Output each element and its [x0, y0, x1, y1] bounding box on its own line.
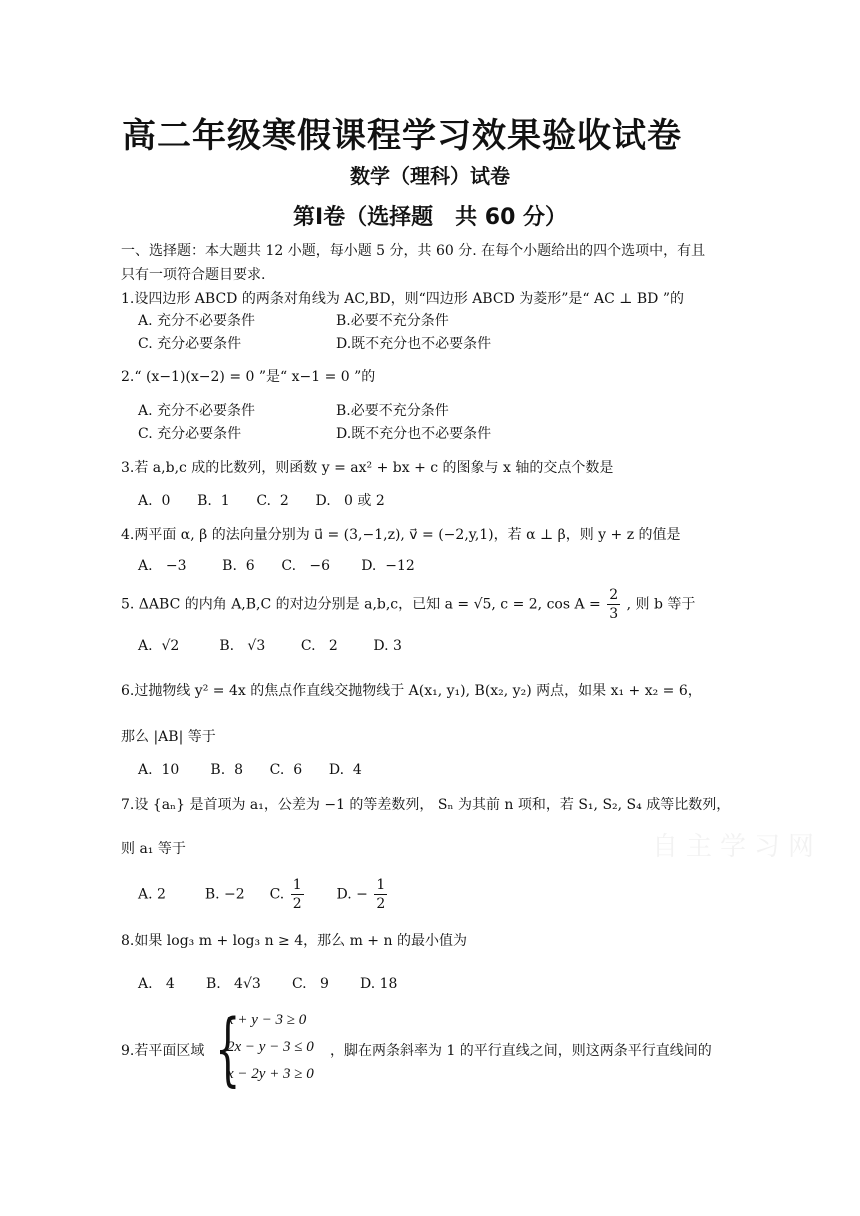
question-7-options [138, 876, 389, 913]
question-2-option-b: B.必要不充分条件 [336, 403, 449, 419]
question-8-stem: 8.如果 log₃ m + log₃ n ≥ 4，那么 m + n 的最小值为 [121, 933, 467, 949]
question-2-option-d: D.既不充分也不必要条件 [336, 426, 492, 442]
left-brace-icon: { [215, 1002, 241, 1095]
fraction-numerator: 2 [609, 587, 619, 603]
inequality-3: x − 2y + 3 ≥ 0 [227, 1066, 314, 1082]
question-9-stem-start: 9.若平面区域 [121, 1043, 205, 1059]
question-8-options: A. 4 B. 4√3 C. 9 D. 18 [138, 976, 398, 992]
exam-title: 高二年级寒假课程学习效果验收试卷 [122, 116, 682, 156]
question-6-options: A. 10 B. 8 C. 6 D. 4 [138, 762, 362, 778]
fraction-numerator: 1 [376, 877, 386, 893]
question-5-stem-text: 5. ΔABC 的内角 A,B,C 的对边分别是 a,b,c，已知 a = √5, c = 2, cos A = [121, 596, 601, 613]
inequality-2: 2x − y − 3 ≤ 0 [227, 1039, 314, 1055]
question-7-option-a: A. 2 [138, 886, 166, 903]
inequality-1: x + y − 3 ≥ 0 [227, 1012, 307, 1028]
question-1-option-a: A. 充分不必要条件 [138, 313, 256, 329]
question-7-option-d-fraction [374, 876, 387, 913]
question-5-options: A. √2 B. √3 C. 2 D. 3 [138, 638, 402, 654]
question-6-stem-2: 那么 |AB| 等于 [121, 729, 216, 745]
question-1-option-d: D.既不充分也不必要条件 [336, 336, 492, 352]
fraction-denominator: 2 [376, 896, 386, 912]
question-4-stem: 4.两平面 α, β 的法向量分别为 u⃗ = (3,−1,z), v⃗ = (−2,y,1)，若 α ⊥ β，则 y + z 的值是 [121, 527, 681, 543]
fraction-denominator: 2 [292, 896, 302, 912]
instructions-line-2: 只有一项符合题目要求. [121, 267, 266, 283]
question-2-stem: 2.“ (x−1)(x−2) = 0 ”是“ x−1 = 0 ”的 [121, 369, 376, 385]
question-9-inequality-system [215, 1002, 335, 1095]
question-7-option-b: B. −2 [204, 886, 245, 903]
question-3-options: A. 0 B. 1 C. 2 D. 0 或 2 [138, 493, 385, 509]
exam-subtitle: 数学（理科）试卷 [350, 164, 510, 188]
question-5-stem [121, 586, 695, 623]
question-7-option-d: D. − [336, 886, 368, 903]
fraction-denominator: 3 [609, 606, 619, 622]
question-4-options: A. −3 B. 6 C. −6 D. −12 [138, 558, 415, 574]
question-5-stem-end: , 则 b 等于 [626, 596, 696, 613]
question-2-option-a: A. 充分不必要条件 [138, 403, 256, 419]
section-title: 第Ⅰ卷（选择题 共 60 分） [292, 205, 568, 230]
question-6-stem: 6.过抛物线 y² = 4x 的焦点作直线交抛物线于 A(x₁, y₁), B(x₂, y₂) 两点，如果 x₁ + x₂ = 6， [121, 683, 702, 699]
question-1-option-b: B.必要不充分条件 [336, 313, 449, 329]
question-7-stem-2: 则 a₁ 等于 [121, 841, 186, 857]
question-1-option-c: C. 充分必要条件 [138, 336, 242, 352]
question-5-fraction [607, 586, 620, 623]
question-3-stem: 3.若 a,b,c 成的比数列，则函数 y = ax² + bx + c 的图象与 x 轴的交点个数是 [121, 460, 614, 476]
question-7-stem: 7.设 {aₙ} 是首项为 a₁，公差为 −1 的等差数列， Sₙ 为其前 n 项和，若 S₁, S₂, S₄ 成等比数列， [121, 797, 731, 813]
instructions-line-1: 一、选择题：本大题共 12 小题，每小题 5 分，共 60 分. 在每个小题给出的四个选项中，有且 [121, 243, 706, 259]
question-9-stem-end: ，脚在两条斜率为 1 的平行直线之间，则这两条平行直线间的 [330, 1043, 712, 1059]
question-1-stem: 1.设四边形 ABCD 的两条对角线为 AC,BD，则“四边形 ABCD 为菱形”是“ AC ⊥ BD ”的 [121, 291, 685, 307]
question-2-option-c: C. 充分必要条件 [138, 426, 242, 442]
question-7-option-c-fraction [291, 876, 304, 913]
fraction-numerator: 1 [292, 877, 302, 893]
watermark: 自主学习网 [652, 832, 823, 862]
question-7-option-c: C. [269, 886, 285, 903]
